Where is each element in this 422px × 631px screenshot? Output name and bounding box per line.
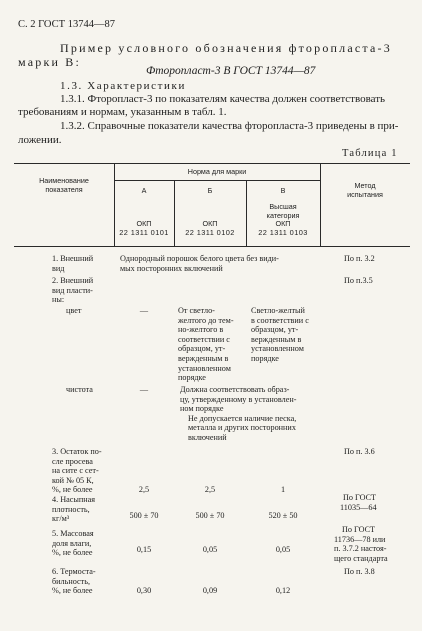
- row6-method: По п. 3.8: [344, 567, 375, 576]
- row5-b: 0,05: [202, 545, 218, 554]
- row3-a: 2,5: [138, 485, 150, 494]
- paragraph-1-3-1-line-1: 1.3.1. Фторопласт-3 по показателям качества должен соответствовать: [60, 93, 386, 105]
- section-heading: 1.3. Характеристики: [60, 80, 186, 92]
- row1-name: 1. Внешний вид: [52, 254, 94, 273]
- row6-v: 0,12: [275, 586, 291, 595]
- grade-v-note: Высшая категория: [266, 202, 300, 220]
- okp-code-b: 22 1311 0102: [185, 228, 235, 237]
- row3-b: 2,5: [204, 485, 216, 494]
- row4-a: 500 ± 70: [129, 511, 159, 520]
- grade-b: Б: [207, 186, 213, 195]
- okp-label-a: ОКП: [136, 219, 152, 228]
- okp-label-b: ОКП: [202, 219, 218, 228]
- row2-purity-a: —: [139, 385, 149, 394]
- grade-v: В: [280, 186, 286, 195]
- row3-v: 1: [280, 485, 286, 494]
- paragraph-1-3-2-line-1: 1.3.2. Справочные показатели качества фторопласта-3 приведены в при-: [60, 120, 399, 132]
- table-header-rule: [14, 246, 410, 247]
- okp-code-a: 22 1311 0101: [119, 228, 169, 237]
- page-header: С. 2 ГОСТ 13744—87: [18, 19, 115, 30]
- row1-value: Однородный порошок белого цвета без види- мых посторонних включений: [120, 254, 279, 273]
- grade-header-rule: [114, 180, 320, 181]
- row3-name: 3. Остаток по- сле просева на сите с сет- кой № 05 К, %, не более: [52, 447, 102, 495]
- row2-color-v: Светло-желтый в соответствии с образцом, ут- вержденным в установленном порядке: [251, 306, 309, 363]
- okp-code-v: 22 1311 0103: [258, 228, 308, 237]
- row4-name: 4. Насыпная плотность, кг/м³: [52, 495, 96, 524]
- paragraph-1-3-1-line-2: требованиям и нормам, указанным в табл. 1.: [18, 106, 227, 118]
- row6-name: 6. Термоста- бильность, %, не более: [52, 567, 96, 596]
- row2-color-a: —: [139, 306, 149, 315]
- row2-purity-bv: Должна соответствовать образ- цу, утвержденному в установлен- ном порядке Не допускается наличие песка, металла и других посторонних включений: [180, 385, 297, 442]
- col-norm-header: Норма для марки: [187, 167, 247, 176]
- row2-color-label: цвет: [66, 306, 82, 315]
- designation: Фторопласт-3 В ГОСТ 13744—87: [146, 65, 316, 77]
- row5-name: 5. Массовая доля влаги, %, не более: [52, 529, 94, 558]
- row2-name: 2. Внешний вид пласти- ны:: [52, 276, 94, 305]
- row2-purity-label: чистота: [66, 385, 93, 394]
- row5-method: По ГОСТ 11736—78 или п. 3.7.2 настоя- щего стандарта: [334, 525, 388, 563]
- row4-v: 520 ± 50: [268, 511, 298, 520]
- paragraph-1-3-2-line-2: ложении.: [18, 134, 62, 146]
- row6-a: 0,30: [136, 586, 152, 595]
- row2-color-b: От светло- желтого до тем- но-желтого в соответствии с образцом, ут- вержденным в установленном порядке: [178, 306, 234, 383]
- table-caption: Таблица 1: [342, 148, 398, 159]
- row6-b: 0,09: [202, 586, 218, 595]
- table-top-rule: [14, 163, 410, 164]
- row2-method: По п.3.5: [344, 276, 373, 285]
- column-divider-2: [320, 163, 321, 246]
- grade-a: А: [141, 186, 147, 195]
- col-method-header: Метод испытания: [347, 181, 383, 199]
- row4-b: 500 ± 70: [195, 511, 225, 520]
- row4-method: По ГОСТ 11035—64: [340, 493, 377, 512]
- example-line-1: Пример условного обозначения фторопласта-3: [60, 41, 392, 55]
- row5-v: 0,05: [275, 545, 291, 554]
- row3-method: По п. 3.6: [344, 447, 375, 456]
- example-line-2: марки В:: [18, 55, 82, 69]
- col-name-header: Наименование показателя: [39, 176, 89, 194]
- row5-a: 0,15: [136, 545, 152, 554]
- okp-label-v: ОКП: [275, 219, 291, 228]
- row1-method: По п. 3.2: [344, 254, 375, 263]
